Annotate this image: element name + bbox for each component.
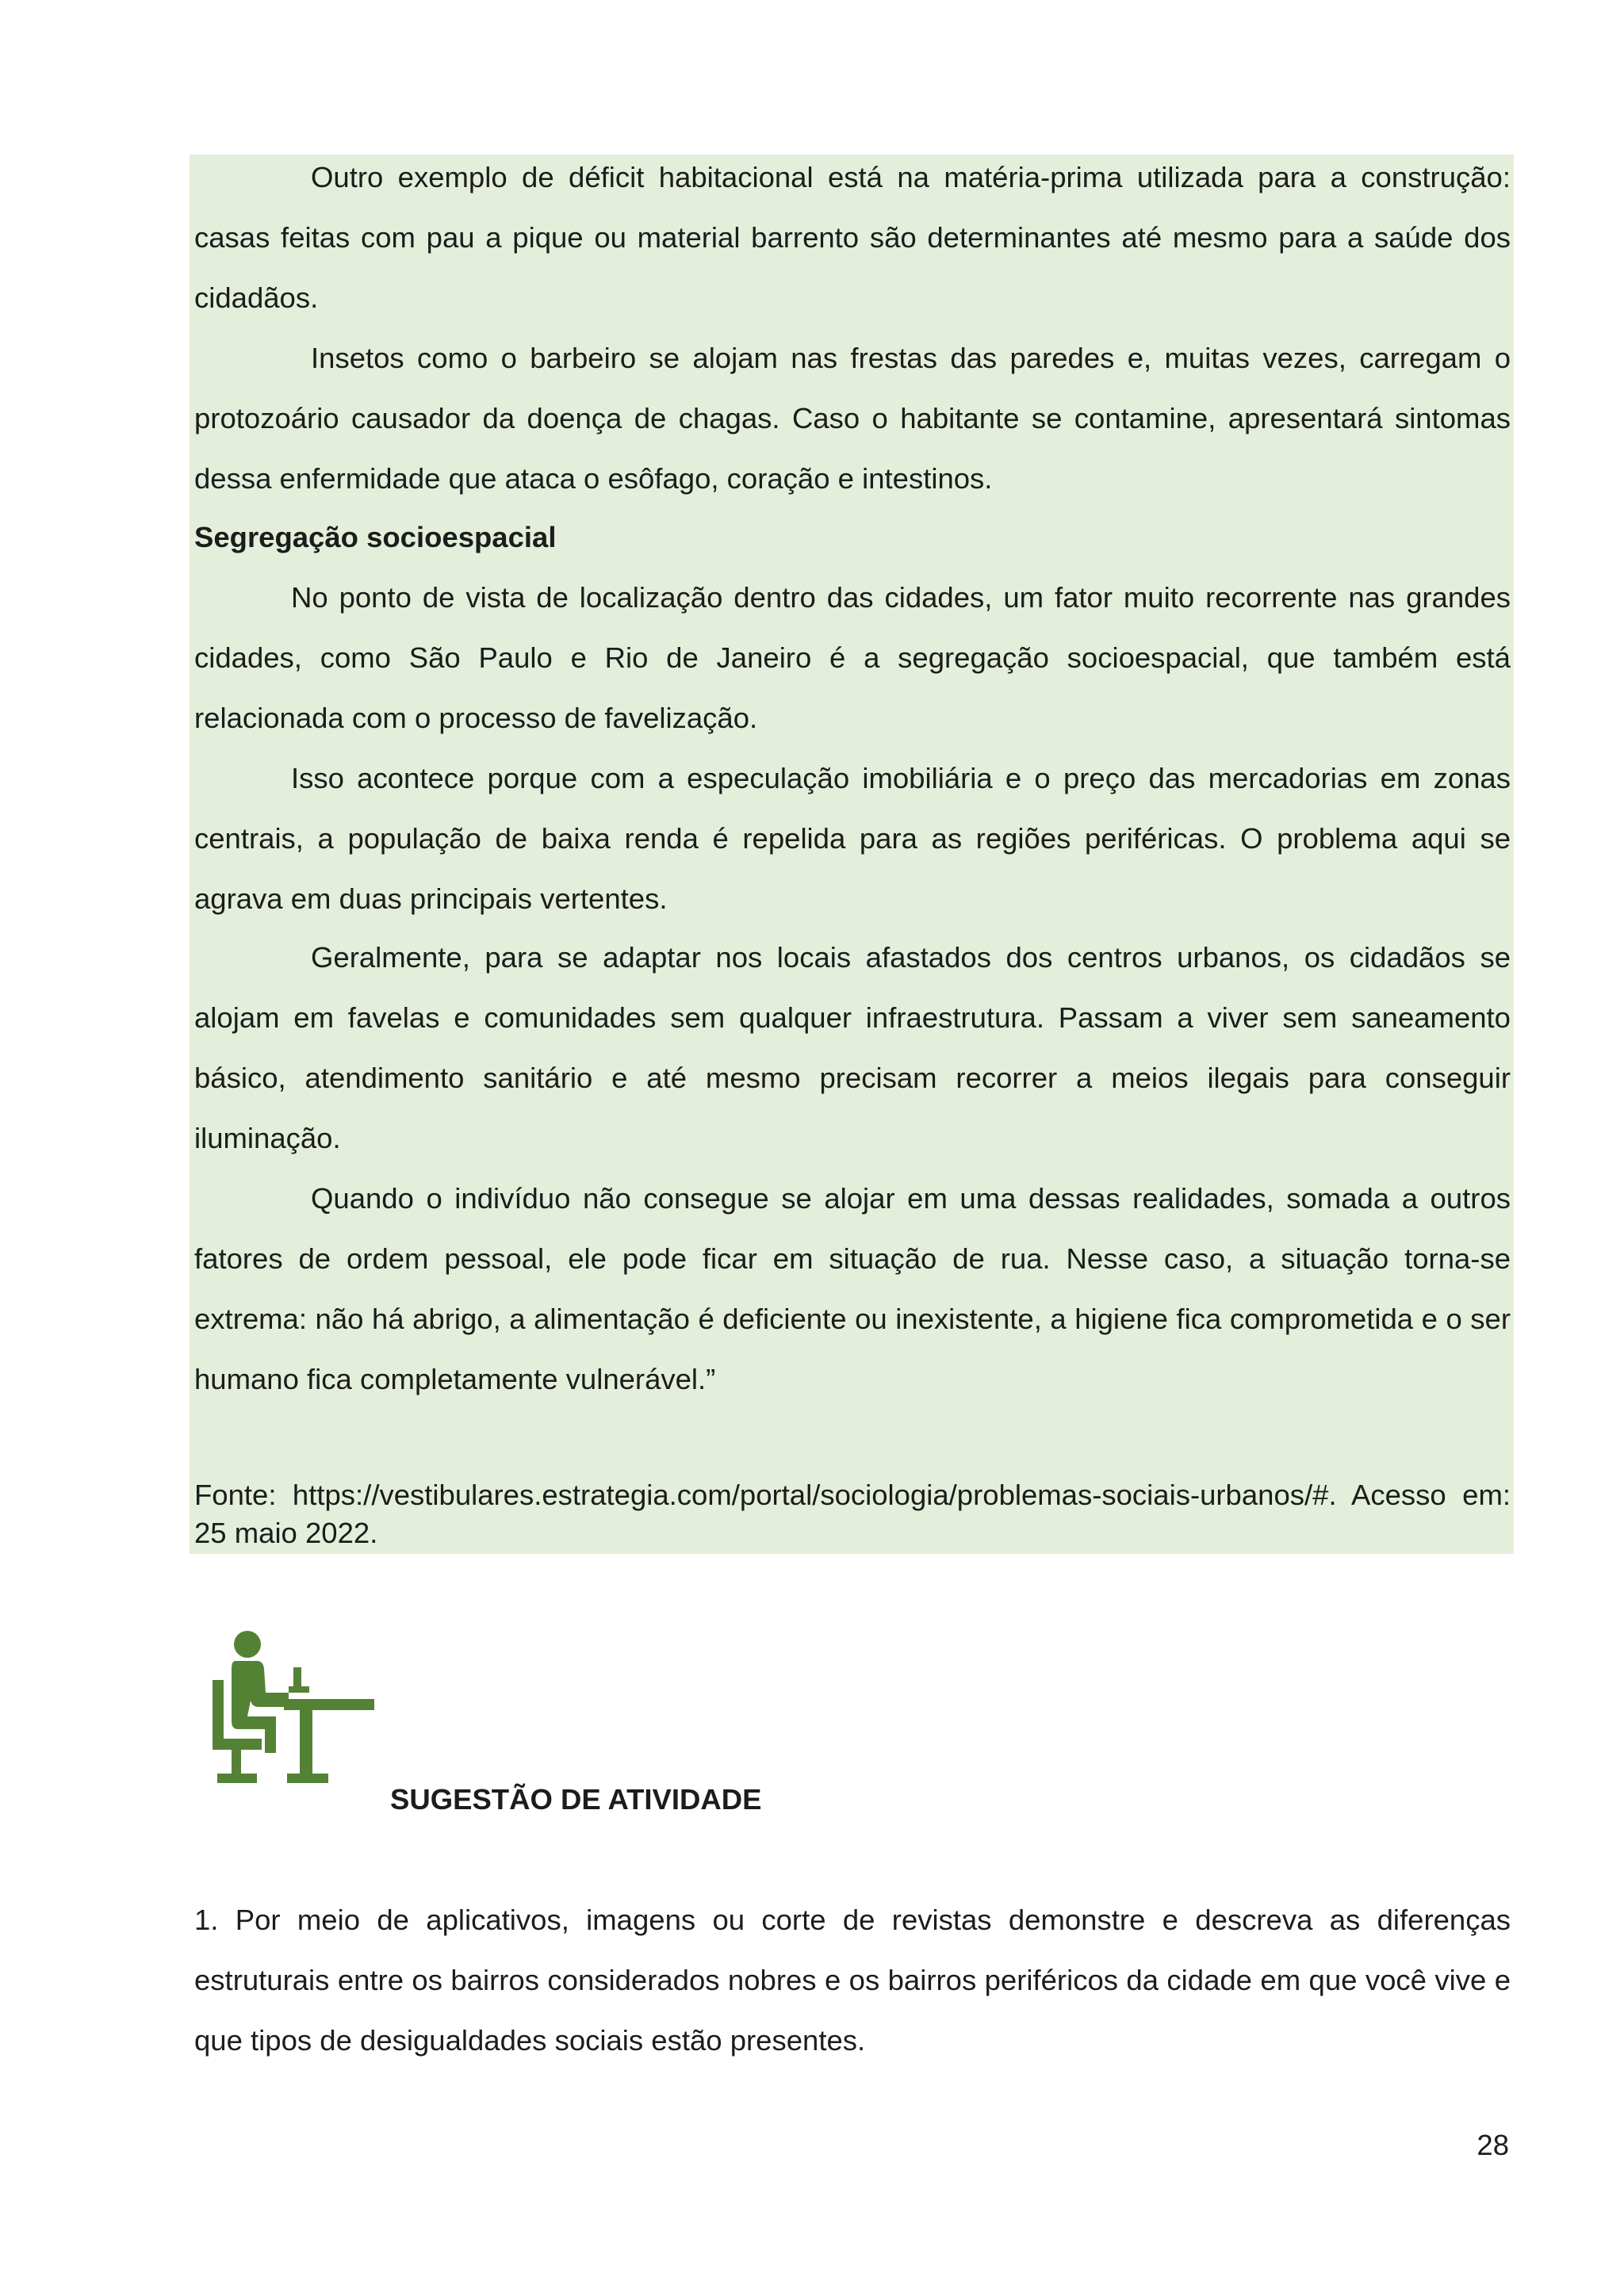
activity-title: SUGESTÃO DE ATIVIDADE <box>390 1783 762 1816</box>
source-citation: Fonte: https://vestibulares.estrategia.com/portal/sociologia/problemas-sociais-urbanos/#. Acesso em: 25 maio 2022. <box>194 1479 1511 1549</box>
quote-paragraph: Geralmente, para se adaptar nos locais afastados dos centros urbanos, os cidadãos se alojam em favelas e comunidades sem qualquer infraestrutura. Passam a viver sem saneamento básico, atendimento sanitário e até mesmo precisam recorrer a meios ilegais para conseguir iluminação. <box>194 941 1511 1154</box>
quote-paragraph: Isso acontece porque com a especulação imobiliária e o preço das mercadorias em zonas centrais, a população de baixa renda é repelida para as regiões periféricas. O problema aqui se agrava em duas principais vertentes. <box>194 762 1511 915</box>
activity-question: 1. Por meio de aplicativos, imagens ou corte de revistas demonstre e descreva as diferenças estruturais entre os bairros considerados nobres e os bairros periféricos da cidade em que você vive e que tipos de desigualdades sociais estão presentes. <box>194 1904 1511 2057</box>
quote-paragraph: Quando o indivíduo não consegue se alojar em uma dessas realidades, somada a outros fatores de ordem pessoal, ele pode ficar em situação de rua. Nesse caso, a situação torna-se extrema: não há abrigo, a alimentação é deficiente ou inexistente, a higiene fica comprometida e o ser humano fica completamente vulnerável.” <box>194 1182 1511 1395</box>
quote-paragraph: Insetos como o barbeiro se alojam nas frestas das paredes e, muitas vezes, carregam o protozoário causador da doença de chagas. Caso o habitante se contamine, apresentará sintomas dessa enfermidade que ataca o esôfago, coração e intestinos. <box>194 342 1511 495</box>
quote-paragraph: Outro exemplo de déficit habitacional está na matéria-prima utilizada para a construção: casas feitas com pau a pique ou material barrento são determinantes até mesmo para a saúde dos cidadãos. <box>194 161 1511 314</box>
section-heading: Segregação socioespacial <box>194 521 557 553</box>
page-number: 28 <box>1477 2129 1509 2161</box>
quote-paragraph: No ponto de vista de localização dentro das cidades, um fator muito recorrente nas grandes cidades, como São Paulo e Rio de Janeiro é a segregação socioespacial, que também está relacionada com o processo de favelização. <box>194 581 1511 734</box>
person-at-desk-icon <box>211 1629 374 1786</box>
